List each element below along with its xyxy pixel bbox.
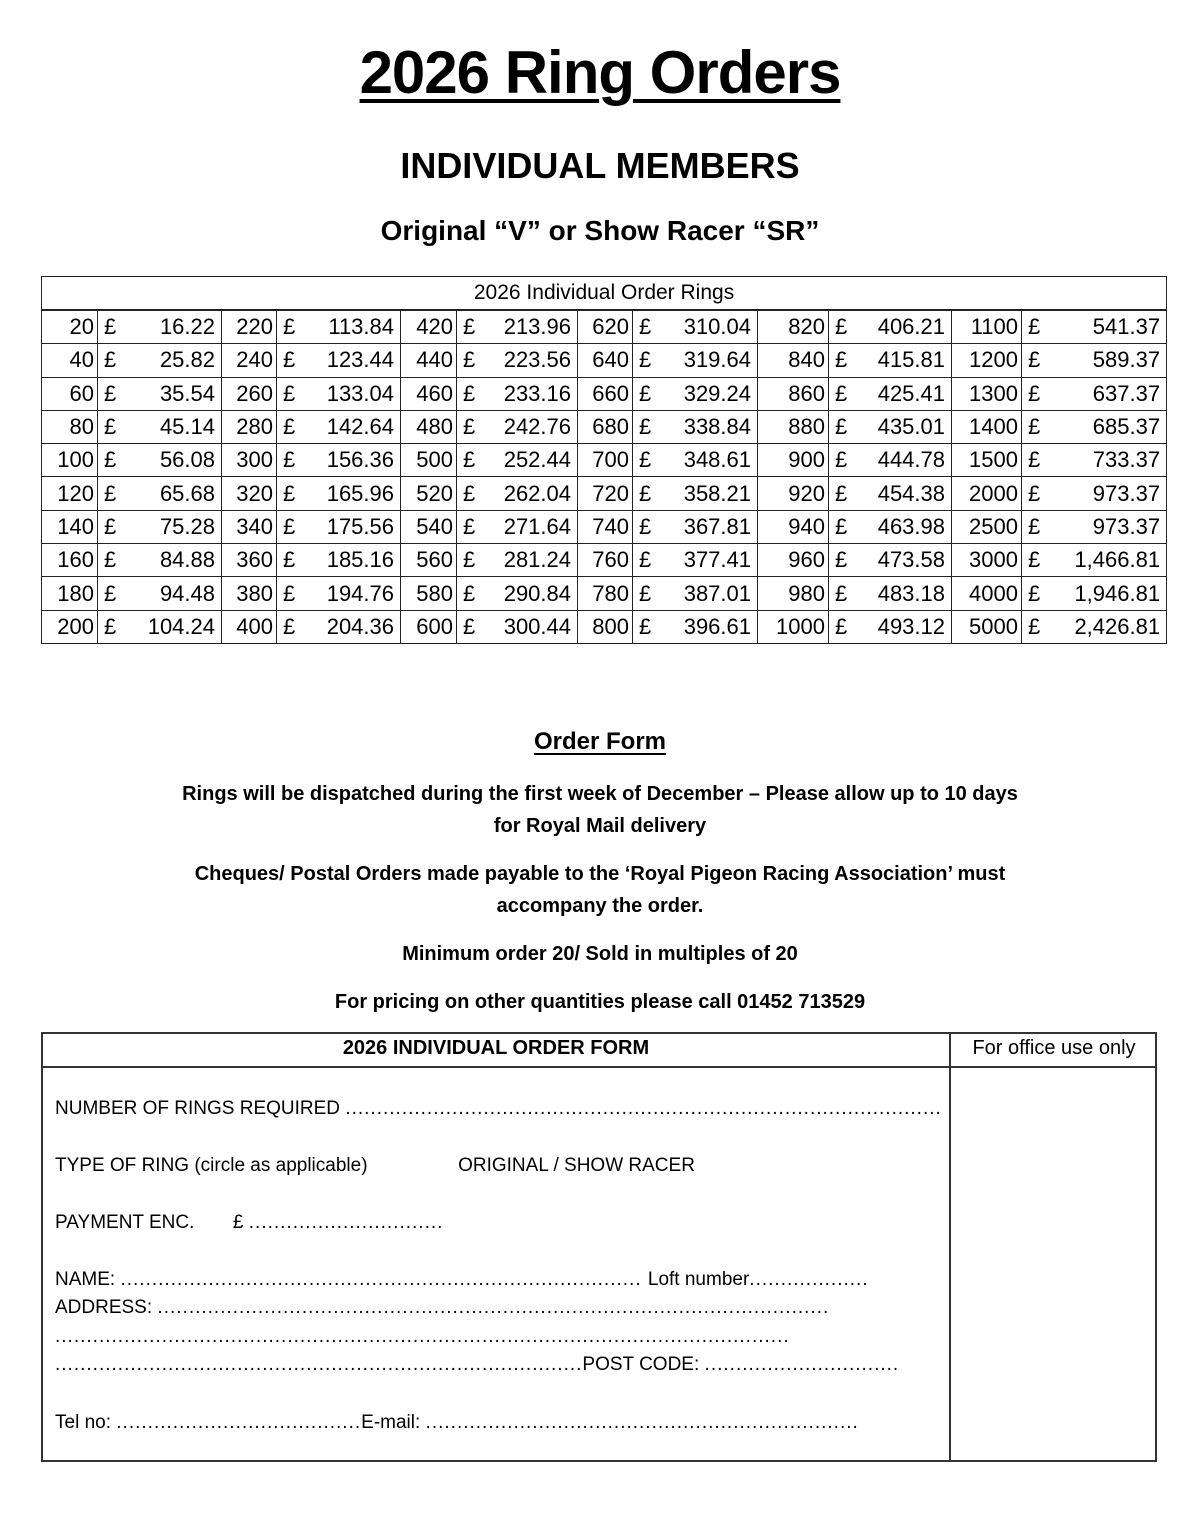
price-amount: 493.12	[877, 613, 945, 639]
name-label: NAME:	[55, 1269, 116, 1290]
ring-quantity: 660	[578, 377, 633, 410]
price-amount: 319.64	[683, 347, 751, 373]
currency-symbol: £	[835, 414, 848, 440]
ring-quantity: 180	[42, 577, 98, 610]
ring-price	[1022, 444, 1167, 477]
currency-symbol: £	[639, 480, 652, 506]
ring-quantity: 540	[401, 510, 457, 543]
price-table-row	[42, 544, 1167, 577]
ring-price	[277, 377, 401, 410]
minimum-order-notice: Minimum order 20/ Sold in multiples of 20	[402, 943, 798, 965]
currency-symbol: £	[104, 480, 117, 506]
ring-quantity: 200	[42, 610, 98, 643]
price-table-row	[42, 577, 1167, 610]
price-table-row	[42, 344, 1167, 377]
currency-symbol: £	[1028, 414, 1041, 440]
price-amount: 185.16	[326, 547, 394, 573]
ring-price	[457, 510, 578, 543]
ring-price	[98, 610, 222, 643]
ring-price	[633, 577, 758, 610]
ring-quantity: 600	[401, 610, 457, 643]
ring-price	[277, 310, 401, 344]
ring-quantity: 840	[758, 344, 829, 377]
ring-quantity: 400	[222, 610, 277, 643]
price-amount: 213.96	[503, 314, 571, 340]
ring-price	[829, 377, 952, 410]
price-amount: 589.37	[1092, 347, 1161, 373]
ring-quantity: 940	[758, 510, 829, 543]
ring-price	[633, 610, 758, 643]
ring-quantity: 640	[578, 344, 633, 377]
price-amount: 1,466.81	[1074, 547, 1161, 573]
ring-price	[98, 377, 222, 410]
price-table-row	[42, 510, 1167, 543]
ring-price	[98, 310, 222, 344]
address-field-line2[interactable]: .....................................................................................................................	[55, 1326, 790, 1347]
currency-symbol: £	[283, 613, 296, 639]
price-amount: 142.64	[326, 414, 394, 440]
ring-quantity: 140	[42, 510, 98, 543]
ring-price	[1022, 510, 1167, 543]
ring-price	[277, 444, 401, 477]
currency-symbol: £	[1028, 314, 1041, 340]
ring-quantity: 560	[401, 544, 457, 577]
price-amount: 242.76	[503, 414, 571, 440]
ring-price	[457, 544, 578, 577]
currency-symbol: £	[835, 380, 848, 406]
office-use-label: For office use only	[972, 1037, 1136, 1059]
address-field-line1[interactable]: ...........................................................................................................	[157, 1297, 830, 1318]
price-amount: 113.84	[328, 314, 394, 340]
currency-symbol: £	[835, 547, 848, 573]
price-amount: 310.04	[683, 314, 751, 340]
currency-symbol: £	[104, 513, 117, 539]
order-form-heading-text: Order Form	[533, 728, 667, 755]
price-amount: 541.37	[1092, 314, 1161, 340]
price-amount: 444.78	[877, 447, 945, 473]
ring-quantity: 520	[401, 477, 457, 510]
address-label: ADDRESS:	[55, 1297, 153, 1318]
price-amount: 473.58	[877, 547, 945, 573]
ring-price	[829, 610, 952, 643]
ring-type-options[interactable]: ORIGINAL / SHOW RACER	[458, 1155, 695, 1176]
currency-symbol: £	[104, 580, 117, 606]
price-amount: 290.84	[503, 580, 571, 606]
ring-quantity: 360	[222, 544, 277, 577]
currency-symbol: £	[283, 447, 296, 473]
currency-symbol: £	[463, 513, 476, 539]
price-amount: 367.81	[683, 513, 751, 539]
ring-price	[277, 344, 401, 377]
ring-price	[98, 477, 222, 510]
price-amount: 329.24	[683, 380, 751, 406]
ring-price	[98, 410, 222, 443]
currency-symbol: £	[463, 613, 476, 639]
ring-quantity: 1000	[758, 610, 829, 643]
ring-price	[1022, 544, 1167, 577]
ring-price	[277, 477, 401, 510]
ring-price	[829, 344, 952, 377]
ring-quantity: 500	[401, 444, 457, 477]
ring-price	[633, 377, 758, 410]
ring-quantity: 80	[42, 410, 98, 443]
price-table-row	[42, 477, 1167, 510]
ring-price	[829, 477, 952, 510]
name-field[interactable]: ...................................................................................	[120, 1269, 648, 1290]
currency-symbol: £	[1028, 447, 1041, 473]
ring-quantity: 100	[42, 444, 98, 477]
dispatch-notice-line1: Rings will be dispatched during the first week of December – Please allow up to 10 days	[182, 783, 1018, 805]
currency-symbol: £	[463, 447, 476, 473]
ring-quantity: 60	[42, 377, 98, 410]
currency-symbol: £	[639, 613, 652, 639]
ring-quantity: 960	[758, 544, 829, 577]
ring-price	[98, 544, 222, 577]
rings-required-label: NUMBER OF RINGS REQUIRED	[55, 1098, 341, 1119]
ring-quantity: 40	[42, 344, 98, 377]
ring-quantity: 380	[222, 577, 277, 610]
ring-price	[633, 510, 758, 543]
ring-quantity: 4000	[952, 577, 1022, 610]
payment-currency: £	[232, 1212, 244, 1233]
price-amount: 425.41	[877, 380, 945, 406]
price-amount: 35.54	[159, 380, 215, 406]
ring-quantity: 220	[222, 310, 277, 344]
ring-type-label: TYPE OF RING (circle as applicable)	[55, 1155, 368, 1176]
ring-type-row	[55, 1155, 695, 1177]
price-amount: 123.44	[326, 347, 394, 373]
currency-symbol: £	[639, 580, 652, 606]
ring-quantity: 1300	[952, 377, 1022, 410]
email-field[interactable]: .....................................................................	[425, 1412, 859, 1433]
price-table-row	[42, 410, 1167, 443]
price-amount: 348.61	[683, 447, 751, 473]
ring-quantity: 720	[578, 477, 633, 510]
currency-symbol: £	[1028, 380, 1041, 406]
ring-price	[277, 410, 401, 443]
ring-price	[633, 444, 758, 477]
cheques-notice-line2: accompany the order.	[496, 895, 704, 917]
tel-label: Tel no:	[55, 1412, 111, 1433]
ring-quantity: 260	[222, 377, 277, 410]
ring-price	[277, 544, 401, 577]
currency-symbol: £	[639, 347, 652, 373]
ring-quantity: 620	[578, 310, 633, 344]
ring-quantity: 740	[578, 510, 633, 543]
currency-symbol: £	[1028, 513, 1041, 539]
ring-quantity: 3000	[952, 544, 1022, 577]
price-amount: 415.81	[877, 347, 945, 373]
price-amount: 194.76	[326, 580, 394, 606]
ring-quantity: 860	[758, 377, 829, 410]
address-row	[55, 1297, 829, 1319]
price-amount: 281.24	[503, 547, 571, 573]
ring-quantity: 980	[758, 577, 829, 610]
currency-symbol: £	[463, 380, 476, 406]
name-row	[55, 1269, 869, 1291]
ring-price	[633, 544, 758, 577]
price-amount: 685.37	[1092, 414, 1161, 440]
ring-quantity: 460	[401, 377, 457, 410]
price-amount: 300.44	[503, 613, 571, 639]
price-amount: 133.04	[326, 380, 394, 406]
currency-symbol: £	[463, 547, 476, 573]
currency-symbol: £	[639, 513, 652, 539]
address-row-2	[55, 1326, 790, 1348]
ring-quantity: 1100	[952, 310, 1022, 344]
ring-price	[1022, 344, 1167, 377]
ring-quantity: 580	[401, 577, 457, 610]
price-amount: 45.14	[159, 414, 215, 440]
ring-price	[633, 477, 758, 510]
ring-quantity: 1200	[952, 344, 1022, 377]
ring-price	[1022, 310, 1167, 344]
price-amount: 84.88	[159, 547, 215, 573]
page-title	[0, 38, 1200, 107]
price-amount: 233.16	[503, 380, 571, 406]
price-table	[41, 276, 1167, 644]
ring-quantity: 700	[578, 444, 633, 477]
ring-price	[98, 510, 222, 543]
ring-price	[633, 410, 758, 443]
currency-symbol: £	[463, 480, 476, 506]
payment-label: PAYMENT ENC.	[55, 1212, 195, 1233]
currency-symbol: £	[639, 547, 652, 573]
subtitle: INDIVIDUAL MEMBERS	[400, 145, 800, 186]
ring-quantity: 420	[401, 310, 457, 344]
ring-quantity: 240	[222, 344, 277, 377]
price-amount: 733.37	[1092, 447, 1161, 473]
ring-quantity: 320	[222, 477, 277, 510]
price-amount: 65.68	[159, 480, 215, 506]
price-amount: 204.36	[326, 613, 394, 639]
ring-quantity: 5000	[952, 610, 1022, 643]
price-amount: 271.64	[503, 513, 571, 539]
currency-symbol: £	[463, 414, 476, 440]
ring-price	[457, 444, 578, 477]
rings-required-row	[55, 1098, 942, 1120]
loft-number-label: Loft number	[647, 1269, 750, 1290]
currency-symbol: £	[463, 580, 476, 606]
ring-price	[457, 310, 578, 344]
currency-symbol: £	[639, 414, 652, 440]
currency-symbol: £	[835, 447, 848, 473]
currency-symbol: £	[835, 314, 848, 340]
currency-symbol: £	[835, 513, 848, 539]
price-table-row	[42, 444, 1167, 477]
currency-symbol: £	[283, 580, 296, 606]
ring-quantity: 280	[222, 410, 277, 443]
ring-price	[277, 610, 401, 643]
price-amount: 338.84	[683, 414, 751, 440]
currency-symbol: £	[835, 580, 848, 606]
price-amount: 16.22	[159, 314, 215, 340]
price-amount: 104.24	[147, 613, 215, 639]
page-title-text: 2026 Ring Orders	[359, 39, 841, 106]
ring-quantity: 880	[758, 410, 829, 443]
ring-price	[1022, 377, 1167, 410]
currency-symbol: £	[463, 314, 476, 340]
currency-symbol: £	[104, 613, 117, 639]
ring-quantity: 900	[758, 444, 829, 477]
price-amount: 252.44	[503, 447, 571, 473]
currency-symbol: £	[639, 447, 652, 473]
price-amount: 483.18	[877, 580, 945, 606]
payment-row	[55, 1212, 443, 1234]
ring-price	[277, 577, 401, 610]
ring-quantity: 300	[222, 444, 277, 477]
ring-quantity: 1400	[952, 410, 1022, 443]
ring-price	[457, 377, 578, 410]
currency-symbol: £	[835, 347, 848, 373]
postcode-field[interactable]: ...............................	[704, 1354, 900, 1375]
price-amount: 406.21	[877, 314, 945, 340]
cheques-notice-line1: Cheques/ Postal Orders made payable to the ‘Royal Pigeon Racing Association’ must	[194, 863, 1006, 885]
tel-field[interactable]: .......................................	[116, 1412, 362, 1433]
ring-quantity: 480	[401, 410, 457, 443]
ring-price	[1022, 477, 1167, 510]
ring-quantity: 1500	[952, 444, 1022, 477]
price-amount: 56.08	[159, 447, 215, 473]
ring-price	[829, 577, 952, 610]
currency-symbol: £	[283, 513, 296, 539]
price-amount: 637.37	[1092, 380, 1161, 406]
currency-symbol: £	[283, 547, 296, 573]
ring-price	[457, 410, 578, 443]
price-amount: 2,426.81	[1074, 613, 1161, 639]
ring-quantity: 680	[578, 410, 633, 443]
price-amount: 262.04	[503, 480, 571, 506]
payment-field[interactable]: ...............................	[248, 1212, 444, 1233]
currency-symbol: £	[1028, 613, 1041, 639]
ring-types-heading: Original “V” or Show Racer “SR”	[380, 215, 820, 246]
currency-symbol: £	[463, 347, 476, 373]
postcode-row	[55, 1354, 899, 1376]
ring-price	[457, 610, 578, 643]
currency-symbol: £	[835, 613, 848, 639]
ring-quantity: 2500	[952, 510, 1022, 543]
price-amount: 973.37	[1092, 480, 1161, 506]
ring-quantity: 920	[758, 477, 829, 510]
currency-symbol: £	[639, 380, 652, 406]
currency-symbol: £	[283, 414, 296, 440]
price-amount: 223.56	[503, 347, 571, 373]
ring-quantity: 340	[222, 510, 277, 543]
ring-price	[457, 577, 578, 610]
currency-symbol: £	[1028, 347, 1041, 373]
currency-symbol: £	[283, 480, 296, 506]
ring-quantity: 820	[758, 310, 829, 344]
ring-price	[829, 510, 952, 543]
price-table-row	[42, 610, 1167, 643]
currency-symbol: £	[1028, 480, 1041, 506]
currency-symbol: £	[1028, 547, 1041, 573]
price-amount: 377.41	[683, 547, 751, 573]
postcode-label: POST CODE:	[582, 1354, 700, 1375]
currency-symbol: £	[283, 347, 296, 373]
currency-symbol: £	[104, 314, 117, 340]
ring-quantity: 160	[42, 544, 98, 577]
price-amount: 75.28	[159, 513, 215, 539]
ring-quantity: 2000	[952, 477, 1022, 510]
ring-quantity: 120	[42, 477, 98, 510]
ring-quantity: 760	[578, 544, 633, 577]
price-amount: 463.98	[877, 513, 945, 539]
price-amount: 175.56	[326, 513, 394, 539]
dispatch-notice-line2: for Royal Mail delivery	[493, 815, 707, 837]
price-amount: 165.96	[326, 480, 394, 506]
rings-required-field[interactable]: ...............................................................................................	[345, 1098, 942, 1119]
price-table-caption: 2026 Individual Order Rings	[42, 277, 1167, 311]
ring-price	[1022, 410, 1167, 443]
order-form-heading	[0, 728, 1200, 756]
ring-quantity: 800	[578, 610, 633, 643]
price-table-row	[42, 377, 1167, 410]
order-form-title: 2026 INDIVIDUAL ORDER FORM	[342, 1037, 650, 1059]
ring-price	[98, 577, 222, 610]
ring-price	[1022, 610, 1167, 643]
price-amount: 25.82	[159, 347, 215, 373]
ring-price	[829, 410, 952, 443]
email-label: E-mail:	[361, 1412, 421, 1433]
currency-symbol: £	[104, 347, 117, 373]
price-amount: 156.36	[326, 447, 394, 473]
price-table-row	[42, 310, 1167, 344]
price-amount: 435.01	[877, 414, 945, 440]
dispatch-notice	[0, 778, 1200, 842]
ring-price	[98, 344, 222, 377]
currency-symbol: £	[104, 547, 117, 573]
currency-symbol: £	[104, 414, 117, 440]
currency-symbol: £	[1028, 580, 1041, 606]
office-use-divider	[949, 1034, 951, 1460]
price-amount: 396.61	[683, 613, 751, 639]
address-field-line3[interactable]: ....................................................................................	[55, 1354, 583, 1375]
ring-price	[1022, 577, 1167, 610]
price-amount: 387.01	[683, 580, 751, 606]
price-amount: 94.48	[159, 580, 215, 606]
currency-symbol: £	[283, 380, 296, 406]
ring-price	[633, 310, 758, 344]
ring-quantity: 440	[401, 344, 457, 377]
ring-price	[457, 344, 578, 377]
currency-symbol: £	[835, 480, 848, 506]
ring-price	[829, 444, 952, 477]
currency-symbol: £	[639, 314, 652, 340]
contact-row	[55, 1412, 859, 1434]
price-amount: 1,946.81	[1074, 580, 1161, 606]
ring-quantity: 780	[578, 577, 633, 610]
currency-symbol: £	[283, 314, 296, 340]
loft-number-field[interactable]: ...................	[749, 1269, 869, 1290]
order-form-box	[41, 1032, 1157, 1462]
ring-price	[98, 444, 222, 477]
cheques-notice	[0, 858, 1200, 922]
ring-quantity: 20	[42, 310, 98, 344]
ring-price	[457, 477, 578, 510]
ring-price	[829, 544, 952, 577]
ring-price	[633, 344, 758, 377]
currency-symbol: £	[104, 380, 117, 406]
price-amount: 973.37	[1092, 513, 1161, 539]
price-amount: 358.21	[683, 480, 751, 506]
price-amount: 454.38	[877, 480, 945, 506]
pricing-phone-notice: For pricing on other quantities please call 01452 713529	[334, 991, 866, 1013]
ring-price	[829, 310, 952, 344]
currency-symbol: £	[104, 447, 117, 473]
ring-price	[277, 510, 401, 543]
